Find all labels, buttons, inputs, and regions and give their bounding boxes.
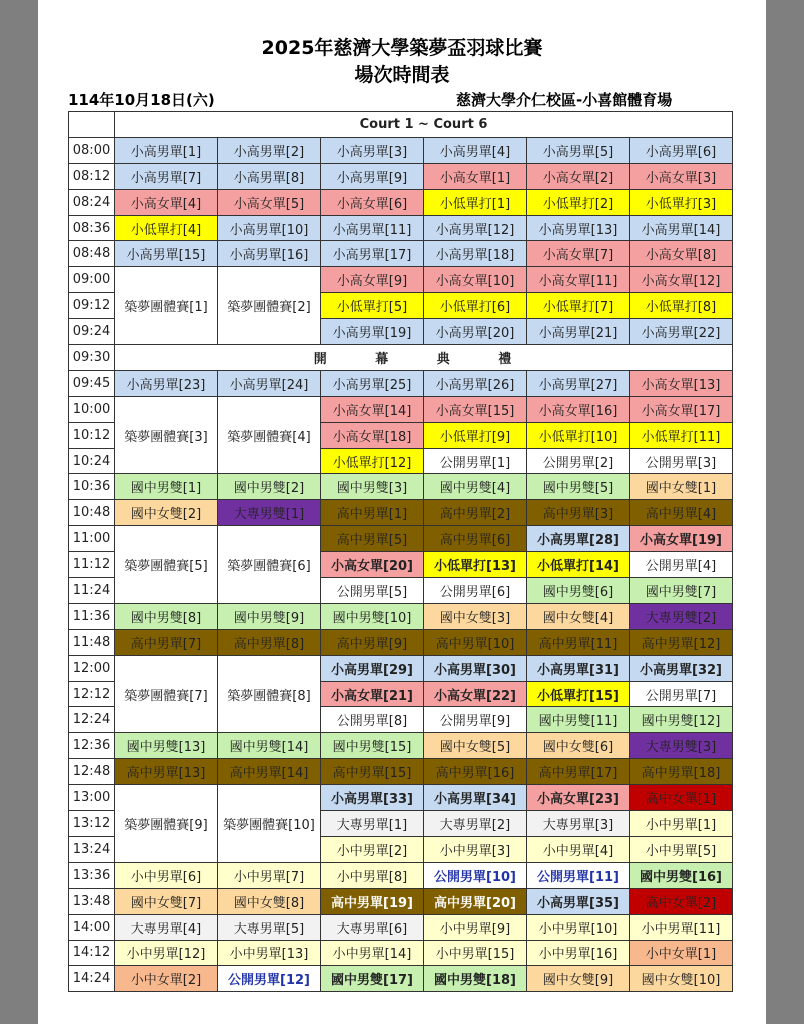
time-slot: 13:00 xyxy=(69,785,115,811)
match-cell: 國中男雙[14] xyxy=(218,733,321,759)
match-cell: 小高女單[20] xyxy=(321,552,424,578)
match-cell: 公開男單[9] xyxy=(424,707,527,733)
match-cell: 公開男單[6] xyxy=(424,578,527,604)
match-cell: 國中男雙[5] xyxy=(527,474,630,500)
match-cell: 小高女單[4] xyxy=(115,189,218,215)
match-cell: 小高男單[24] xyxy=(218,370,321,396)
match-cell: 小中男單[9] xyxy=(424,914,527,940)
time-slot: 13:36 xyxy=(69,862,115,888)
match-cell: 小高女單[3] xyxy=(630,163,733,189)
match-cell: 國中男雙[2] xyxy=(218,474,321,500)
team-match-cell: 築夢團體賽[7] xyxy=(115,655,218,733)
match-cell: 小高女單[5] xyxy=(218,189,321,215)
match-cell: 高中男單[17] xyxy=(527,759,630,785)
schedule-row xyxy=(69,940,733,966)
match-cell: 小低單打[5] xyxy=(321,293,424,319)
match-cell: 高中男單[8] xyxy=(218,629,321,655)
match-cell: 國中男雙[18] xyxy=(424,966,527,992)
match-cell: 小高男單[7] xyxy=(115,163,218,189)
match-cell: 小中男單[7] xyxy=(218,862,321,888)
match-cell: 高中女單[1] xyxy=(630,785,733,811)
match-cell: 高中男單[9] xyxy=(321,629,424,655)
match-cell: 小高女單[22] xyxy=(424,681,527,707)
match-cell: 小中男單[3] xyxy=(424,836,527,862)
match-cell: 高中男單[4] xyxy=(630,500,733,526)
match-cell: 小低單打[11] xyxy=(630,422,733,448)
match-cell: 小低單打[8] xyxy=(630,293,733,319)
team-match-cell: 築夢團體賽[1] xyxy=(115,267,218,345)
team-match-cell: 築夢團體賽[2] xyxy=(218,267,321,345)
match-cell: 小高男單[3] xyxy=(321,137,424,163)
match-cell: 小中男單[14] xyxy=(321,940,424,966)
match-cell: 小高男單[32] xyxy=(630,655,733,681)
match-cell: 小中男單[15] xyxy=(424,940,527,966)
match-cell: 大專男單[6] xyxy=(321,914,424,940)
match-cell: 小高女單[1] xyxy=(424,163,527,189)
match-cell: 國中男雙[15] xyxy=(321,733,424,759)
match-cell: 小中男單[6] xyxy=(115,862,218,888)
match-cell: 國中女雙[3] xyxy=(424,603,527,629)
match-cell: 小高男單[5] xyxy=(527,137,630,163)
match-cell: 高中男單[7] xyxy=(115,629,218,655)
match-cell: 小中男單[13] xyxy=(218,940,321,966)
match-cell: 國中女雙[10] xyxy=(630,966,733,992)
match-cell: 小低單打[6] xyxy=(424,293,527,319)
time-slot: 08:00 xyxy=(69,137,115,163)
match-cell: 高中男單[19] xyxy=(321,888,424,914)
time-slot: 09:30 xyxy=(69,345,115,371)
match-cell: 小高女單[7] xyxy=(527,241,630,267)
match-cell: 小高男單[18] xyxy=(424,241,527,267)
match-cell: 小中男單[10] xyxy=(527,914,630,940)
match-cell: 公開男單[4] xyxy=(630,552,733,578)
match-cell: 小高男單[2] xyxy=(218,137,321,163)
match-cell: 國中男雙[10] xyxy=(321,603,424,629)
time-slot: 10:48 xyxy=(69,500,115,526)
time-slot: 12:36 xyxy=(69,733,115,759)
match-cell: 小中男單[11] xyxy=(630,914,733,940)
event-date: 114年10月18日(六) xyxy=(68,91,215,109)
match-cell: 小中女單[2] xyxy=(115,966,218,992)
match-cell: 大專男雙[2] xyxy=(630,603,733,629)
match-cell: 小中男單[16] xyxy=(527,940,630,966)
time-slot: 08:24 xyxy=(69,189,115,215)
match-cell: 國中女雙[4] xyxy=(527,603,630,629)
match-cell: 高中男單[12] xyxy=(630,629,733,655)
schedule-row xyxy=(69,345,733,371)
match-cell: 小高男單[28] xyxy=(527,526,630,552)
time-slot: 11:12 xyxy=(69,552,115,578)
match-cell: 小高男單[9] xyxy=(321,163,424,189)
time-slot: 11:36 xyxy=(69,603,115,629)
match-cell: 小低單打[7] xyxy=(527,293,630,319)
match-cell: 高中男單[11] xyxy=(527,629,630,655)
match-cell: 小高女單[13] xyxy=(630,370,733,396)
match-cell: 國中男雙[12] xyxy=(630,707,733,733)
match-cell: 小高男單[10] xyxy=(218,215,321,241)
match-cell: 小中女單[1] xyxy=(630,940,733,966)
match-cell: 高中男單[1] xyxy=(321,500,424,526)
schedule-row xyxy=(69,163,733,189)
time-slot: 13:48 xyxy=(69,888,115,914)
match-cell: 小低單打[12] xyxy=(321,448,424,474)
match-cell: 高中男單[10] xyxy=(424,629,527,655)
match-cell: 小高男單[29] xyxy=(321,655,424,681)
match-cell: 小高男單[25] xyxy=(321,370,424,396)
team-match-cell: 築夢團體賽[4] xyxy=(218,396,321,474)
schedule-row xyxy=(69,500,733,526)
match-cell: 國中女雙[8] xyxy=(218,888,321,914)
match-cell: 小低單打[13] xyxy=(424,552,527,578)
match-cell: 高中男單[13] xyxy=(115,759,218,785)
time-slot: 10:12 xyxy=(69,422,115,448)
match-cell: 國中男雙[16] xyxy=(630,862,733,888)
team-match-cell: 築夢團體賽[10] xyxy=(218,785,321,863)
schedule-table xyxy=(68,111,733,992)
schedule-row xyxy=(69,267,733,293)
time-slot: 11:00 xyxy=(69,526,115,552)
match-cell: 大專男單[2] xyxy=(424,811,527,837)
match-cell: 國中男雙[1] xyxy=(115,474,218,500)
match-cell: 大專男單[4] xyxy=(115,914,218,940)
match-cell: 小中男單[4] xyxy=(527,836,630,862)
match-cell: 國中男雙[17] xyxy=(321,966,424,992)
match-cell: 大專男雙[3] xyxy=(630,733,733,759)
match-cell: 國中男雙[7] xyxy=(630,578,733,604)
match-cell: 小高女單[18] xyxy=(321,422,424,448)
time-slot: 09:45 xyxy=(69,370,115,396)
match-cell: 高中男單[14] xyxy=(218,759,321,785)
team-match-cell: 築夢團體賽[5] xyxy=(115,526,218,604)
team-match-cell: 築夢團體賽[8] xyxy=(218,655,321,733)
schedule-row xyxy=(69,655,733,681)
match-cell: 小高男單[22] xyxy=(630,319,733,345)
time-slot: 09:12 xyxy=(69,293,115,319)
match-cell: 小高男單[14] xyxy=(630,215,733,241)
schedule-row xyxy=(69,137,733,163)
time-slot: 14:12 xyxy=(69,940,115,966)
match-cell: 高中男單[3] xyxy=(527,500,630,526)
schedule-row xyxy=(69,241,733,267)
match-cell: 小高女單[8] xyxy=(630,241,733,267)
time-slot: 10:00 xyxy=(69,396,115,422)
match-cell: 小高女單[10] xyxy=(424,267,527,293)
team-match-cell: 築夢團體賽[6] xyxy=(218,526,321,604)
match-cell: 小高男單[6] xyxy=(630,137,733,163)
time-header-cell xyxy=(69,112,115,138)
match-cell: 高中男單[15] xyxy=(321,759,424,785)
schedule-row xyxy=(69,888,733,914)
match-cell: 小低單打[2] xyxy=(527,189,630,215)
time-slot: 12:12 xyxy=(69,681,115,707)
schedule-row xyxy=(69,370,733,396)
time-slot: 12:24 xyxy=(69,707,115,733)
match-cell: 小高女單[19] xyxy=(630,526,733,552)
time-slot: 11:48 xyxy=(69,629,115,655)
match-cell: 小中男單[2] xyxy=(321,836,424,862)
match-cell: 國中男雙[11] xyxy=(527,707,630,733)
event-venue: 慈濟大學介仁校區-小喜館體育場 xyxy=(456,91,673,109)
match-cell: 小高男單[33] xyxy=(321,785,424,811)
schedule-row xyxy=(69,759,733,785)
team-match-cell: 築夢團體賽[3] xyxy=(115,396,218,474)
match-cell: 高中男單[20] xyxy=(424,888,527,914)
match-cell: 公開男單[11] xyxy=(527,862,630,888)
match-cell: 國中女雙[1] xyxy=(630,474,733,500)
match-cell: 小低單打[9] xyxy=(424,422,527,448)
schedule-row xyxy=(69,629,733,655)
match-cell: 大專男單[3] xyxy=(527,811,630,837)
page-subtitle: 場次時間表 xyxy=(354,64,450,86)
match-cell: 小中男單[1] xyxy=(630,811,733,837)
match-cell: 小高男單[4] xyxy=(424,137,527,163)
match-cell: 小高女單[17] xyxy=(630,396,733,422)
match-cell: 小高男單[11] xyxy=(321,215,424,241)
match-cell: 小高男單[20] xyxy=(424,319,527,345)
match-cell: 小低單打[1] xyxy=(424,189,527,215)
match-cell: 高中男單[5] xyxy=(321,526,424,552)
schedule-row xyxy=(69,526,733,552)
match-cell: 小高男單[12] xyxy=(424,215,527,241)
match-cell: 小高男單[31] xyxy=(527,655,630,681)
schedule-row xyxy=(69,603,733,629)
match-cell: 國中女雙[9] xyxy=(527,966,630,992)
time-slot: 08:48 xyxy=(69,241,115,267)
time-slot: 10:24 xyxy=(69,448,115,474)
match-cell: 大專男單[1] xyxy=(321,811,424,837)
match-cell: 國中女雙[2] xyxy=(115,500,218,526)
schedule-row xyxy=(69,215,733,241)
match-cell: 國中男雙[9] xyxy=(218,603,321,629)
match-cell: 小高女單[15] xyxy=(424,396,527,422)
match-cell: 高中男單[18] xyxy=(630,759,733,785)
time-slot: 10:36 xyxy=(69,474,115,500)
page-title: 2025年慈濟大學築夢盃羽球比賽 xyxy=(261,37,543,59)
match-cell: 小高男單[1] xyxy=(115,137,218,163)
opening-ceremony: 開 幕 典 禮 xyxy=(115,345,733,371)
schedule-row xyxy=(69,396,733,422)
time-slot: 13:24 xyxy=(69,836,115,862)
schedule-row xyxy=(69,914,733,940)
match-cell: 公開男單[3] xyxy=(630,448,733,474)
match-cell: 小低單打[10] xyxy=(527,422,630,448)
time-slot: 08:36 xyxy=(69,215,115,241)
match-cell: 小高女單[23] xyxy=(527,785,630,811)
match-cell: 小高男單[35] xyxy=(527,888,630,914)
time-slot: 09:24 xyxy=(69,319,115,345)
time-slot: 13:12 xyxy=(69,811,115,837)
match-cell: 公開男單[1] xyxy=(424,448,527,474)
team-match-cell: 築夢團體賽[9] xyxy=(115,785,218,863)
match-cell: 公開男單[10] xyxy=(424,862,527,888)
match-cell: 小低單打[3] xyxy=(630,189,733,215)
schedule-row xyxy=(69,785,733,811)
match-cell: 小中男單[8] xyxy=(321,862,424,888)
schedule-row xyxy=(69,966,733,992)
time-slot: 14:00 xyxy=(69,914,115,940)
match-cell: 大專男單[5] xyxy=(218,914,321,940)
match-cell: 小中男單[12] xyxy=(115,940,218,966)
match-cell: 小低單打[15] xyxy=(527,681,630,707)
match-cell: 國中女雙[7] xyxy=(115,888,218,914)
time-slot: 08:12 xyxy=(69,163,115,189)
match-cell: 小高男單[27] xyxy=(527,370,630,396)
match-cell: 國中男雙[3] xyxy=(321,474,424,500)
match-cell: 小高男單[26] xyxy=(424,370,527,396)
schedule-row xyxy=(69,189,733,215)
match-cell: 高中男單[6] xyxy=(424,526,527,552)
match-cell: 國中男雙[8] xyxy=(115,603,218,629)
match-cell: 高中女單[2] xyxy=(630,888,733,914)
match-cell: 國中女雙[5] xyxy=(424,733,527,759)
match-cell: 小高男單[16] xyxy=(218,241,321,267)
time-slot: 11:24 xyxy=(69,578,115,604)
header-row xyxy=(69,112,733,138)
match-cell: 小低單打[4] xyxy=(115,215,218,241)
match-cell: 國中男雙[13] xyxy=(115,733,218,759)
match-cell: 高中男單[16] xyxy=(424,759,527,785)
match-cell: 小高男單[30] xyxy=(424,655,527,681)
match-cell: 小低單打[14] xyxy=(527,552,630,578)
time-slot: 14:24 xyxy=(69,966,115,992)
match-cell: 小中男單[5] xyxy=(630,836,733,862)
time-slot: 09:00 xyxy=(69,267,115,293)
match-cell: 大專男雙[1] xyxy=(218,500,321,526)
match-cell: 小高男單[17] xyxy=(321,241,424,267)
match-cell: 國中男雙[6] xyxy=(527,578,630,604)
schedule-page xyxy=(38,0,766,1024)
match-cell: 小高女單[12] xyxy=(630,267,733,293)
match-cell: 國中男雙[4] xyxy=(424,474,527,500)
match-cell: 公開男單[5] xyxy=(321,578,424,604)
match-cell: 小高男單[34] xyxy=(424,785,527,811)
match-cell: 小高女單[11] xyxy=(527,267,630,293)
match-cell: 國中女雙[6] xyxy=(527,733,630,759)
schedule-row xyxy=(69,474,733,500)
match-cell: 小高男單[13] xyxy=(527,215,630,241)
match-cell: 小高男單[8] xyxy=(218,163,321,189)
match-cell: 小高男單[19] xyxy=(321,319,424,345)
courts-header: Court 1 ~ Court 6 xyxy=(115,112,733,138)
match-cell: 小高女單[9] xyxy=(321,267,424,293)
match-cell: 公開男單[12] xyxy=(218,966,321,992)
match-cell: 小高男單[15] xyxy=(115,241,218,267)
match-cell: 小高男單[21] xyxy=(527,319,630,345)
match-cell: 小高女單[14] xyxy=(321,396,424,422)
match-cell: 公開男單[7] xyxy=(630,681,733,707)
schedule-row xyxy=(69,733,733,759)
time-slot: 12:48 xyxy=(69,759,115,785)
time-slot: 12:00 xyxy=(69,655,115,681)
schedule-row xyxy=(69,862,733,888)
match-cell: 高中男單[2] xyxy=(424,500,527,526)
match-cell: 小高男單[23] xyxy=(115,370,218,396)
match-cell: 公開男單[8] xyxy=(321,707,424,733)
match-cell: 小高女單[21] xyxy=(321,681,424,707)
match-cell: 小高女單[2] xyxy=(527,163,630,189)
match-cell: 公開男單[2] xyxy=(527,448,630,474)
match-cell: 小高女單[16] xyxy=(527,396,630,422)
match-cell: 小高女單[6] xyxy=(321,189,424,215)
